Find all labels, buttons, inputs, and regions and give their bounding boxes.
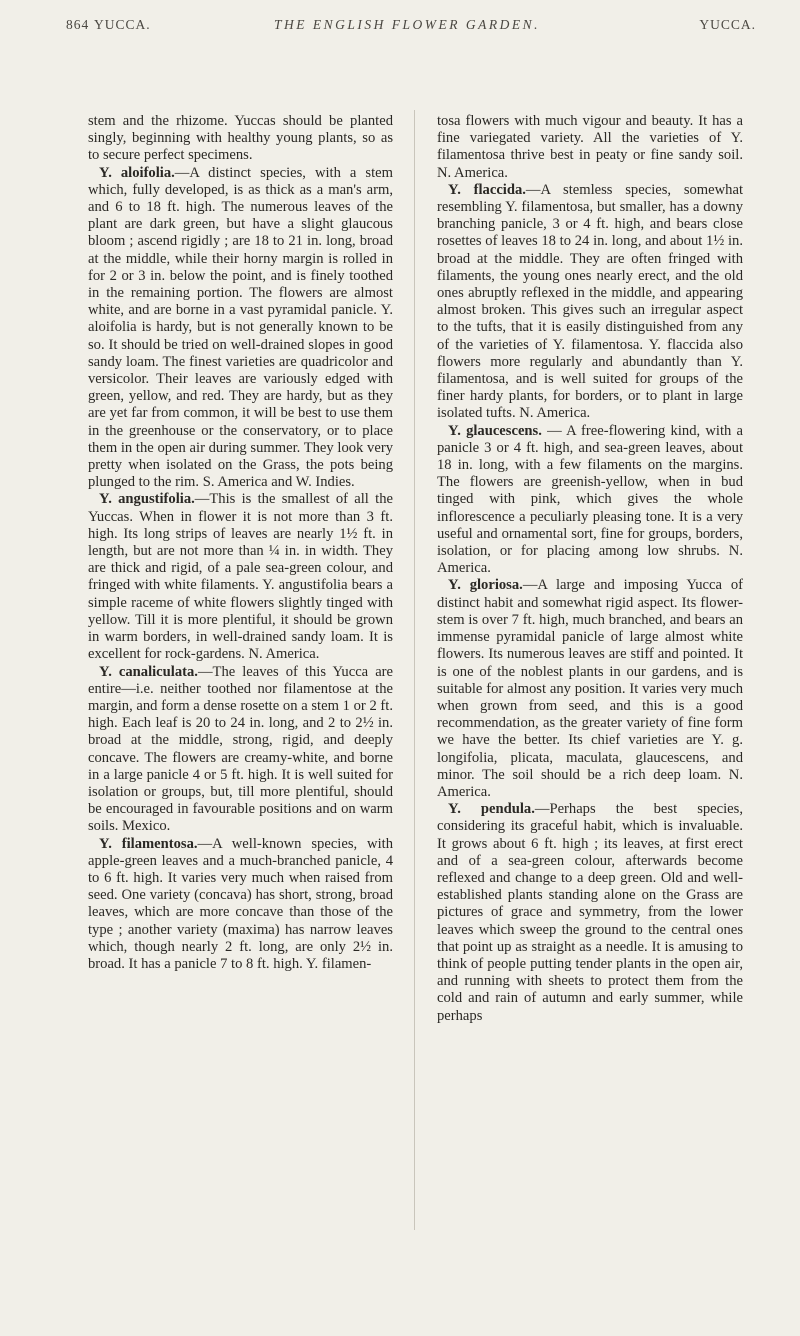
species-name: Y. filamentosa. xyxy=(99,835,198,852)
species-entry xyxy=(88,836,393,974)
species-description: —A distinct species, with a stem which, fully developed, is as thick as a man's arm, and 6 to 18 ft. high. The numerous leaves of the plant are dark green, but have a slight glaucous bloom ; ascend rigidly ; are 18 to 21 in. long, broad at the middle, while their horny margin is rolled in for 2 or 3 in. below the point, and is finely toothed in the remaining portion. The flowers are almost white, and are borne in a vast pyramidal panicle. Y. aloifolia is hardy, but is not generally known to be so. It should be tried on well-drained slopes in good sandy loam. The finest varieties are quadricolor and versicolor. Their leaves are variously edged with green, yellow, and red. They are hardy, but as they are yet far from common, it will be best to use them in the greenhouse or the conservatory, or to place them in the open air during summer. They look very pretty when isolated on the Grass, the pots being plunged to the rim. S. America and W. Indies. xyxy=(88,164,393,491)
paragraph-text: tosa flowers with much vigour and beauty. It has a fine variegated variety. All the varieties of Y. filamentosa thrive best in peaty or fine sandy soil. N. America. xyxy=(437,113,743,181)
paragraph xyxy=(88,113,393,165)
species-name: Y. angustifolia. xyxy=(99,491,195,508)
species-entry xyxy=(437,577,743,801)
species-entry xyxy=(88,165,393,492)
species-description: —The leaves of this Yucca are entire—i.e. neither toothed nor filamentose at the margin, and form a dense rosette on a stem 1 or 2 ft. high. Each leaf is 20 to 24 in. long, and 2 to 2½ in. broad at the middle, strong, rigid, and deeply concave. The flowers are creamy-white, and borne in a large panicle 4 or 5 ft. high. It is well suited for isolation or groups, but, till more plentiful, should be encouraged in favourable positions and on warm soils. Mexico. xyxy=(88,663,394,835)
species-entry xyxy=(437,423,743,578)
left-column xyxy=(88,113,393,973)
species-description: —This is the smallest of all the Yuccas. When in flower it is not more than 3 ft. high. Its long strips of leaves are nearly 1½ ft. in length, but are not more than ¼ in. in width. They are thick and rigid, of a pale sea-green colour, and fringed with white filaments. Y. angustifolia bears a simple raceme of white flowers slightly tinged with yellow. Till it is more plentiful, it should be grown in warm borders, in well-drained sandy loam. It is excellent for rock-gardens. N. America. xyxy=(88,491,393,663)
species-name: Y. canaliculata. xyxy=(99,663,198,680)
paragraph xyxy=(437,113,743,182)
running-header xyxy=(66,17,756,37)
page-number: 864 xyxy=(66,17,90,32)
species-description: — A free-flowering kind, with a panicle 3 or 4 ft. high, and sea-green leaves, about 18 in. long, with a few filaments on the margins. The flowers are greenish-yellow, when in bud tinged with pink, which gives the whole inflorescence a peculiarly pleasing tone. It is a very useful and ornamental sort, fine for groups, borders, isolation, or for placing among low shrubs. N. America. xyxy=(437,422,744,577)
running-head-right: YUCCA. xyxy=(699,17,756,32)
species-entry xyxy=(437,182,743,423)
species-name: Y. pendula. xyxy=(448,801,535,818)
running-title: THE ENGLISH FLOWER GARDEN. xyxy=(274,17,540,32)
species-entry xyxy=(88,664,393,836)
species-name: Y. gloriosa. xyxy=(448,577,523,594)
species-description: —A large and imposing Yucca of distinct habit and somewhat rigid aspect. Its flower-stem is over 7 ft. high, much branched, and bears an immense pyramidal panicle of large almost white flowers. Its numerous leaves are stiff and pointed. It is one of the noblest plants in our gardens, and is suitable for almost any position. It varies very much when grown from seed, and this is a good recommendation, as the greater variety of fine form we have the better. Its chief varieties are Y. g. longifolia, plicata, maculata, glaucescens, and minor. The soil should be a rich deep loam. N. America. xyxy=(437,577,743,800)
species-name: Y. flaccida. xyxy=(448,181,526,198)
species-description: —Perhaps the best species, considering its graceful habit, which is invaluable. It grows about 6 ft. high ; its leaves, at first erect and of a sea-green colour, afterwards become reflexed and change to a deep green. Old and well-established plants standing alone on the Grass are pictures of grace and symmetry, from the lower leaves which sweep the ground to the central ones that point up as straight as a needle. It is amusing to think of people putting tender plants in the open air, and running with sheets to protect them from the cold and rain of autumn and early summer, while perhaps xyxy=(437,801,743,1024)
paragraph-text: stem and the rhizome. Yuccas should be planted singly, beginning with healthy young plants, so as to secure perfect specimens. xyxy=(88,113,393,164)
species-name: Y. aloifolia. xyxy=(99,164,175,181)
species-entry xyxy=(88,491,393,663)
running-head-left: YUCCA. xyxy=(94,17,151,32)
species-name: Y. glaucescens. xyxy=(448,422,542,439)
species-description: —A well-known species, with apple-green leaves and a much-branched panicle, 4 to 6 ft. high. It varies very much when raised from seed. One variety (concava) has short, strong, broad leaves, which are more concave than those of the type ; another variety (maxima) has narrow leaves which, though nearly 2 ft. long, are only 2½ in. broad. It has a panicle 7 to 8 ft. high. Y. filamen- xyxy=(88,835,393,972)
right-column xyxy=(437,113,743,1025)
species-entry xyxy=(437,801,743,1025)
column-divider xyxy=(414,110,415,1230)
species-description: —A stemless species, somewhat resembling Y. filamentosa, but smaller, has a downy branching panicle, 3 or 4 ft. high, and bears close rosettes of leaves 18 to 24 in. long, and about 1½ in. broad at the middle. They are often fringed with filaments, the young ones nearly erect, and the old ones abruptly reflexed in the middle, and appearing almost broken. This gives such an irregular aspect to the tufts, that it is easily distinguished from any of the varieties of Y. filamentosa. Y. flaccida also flowers more regularly and abundantly than Y. filamentosa, and is well suited for groups of the finer hardy plants, for borders, or to plant in large isolated tufts. N. America. xyxy=(437,181,743,422)
